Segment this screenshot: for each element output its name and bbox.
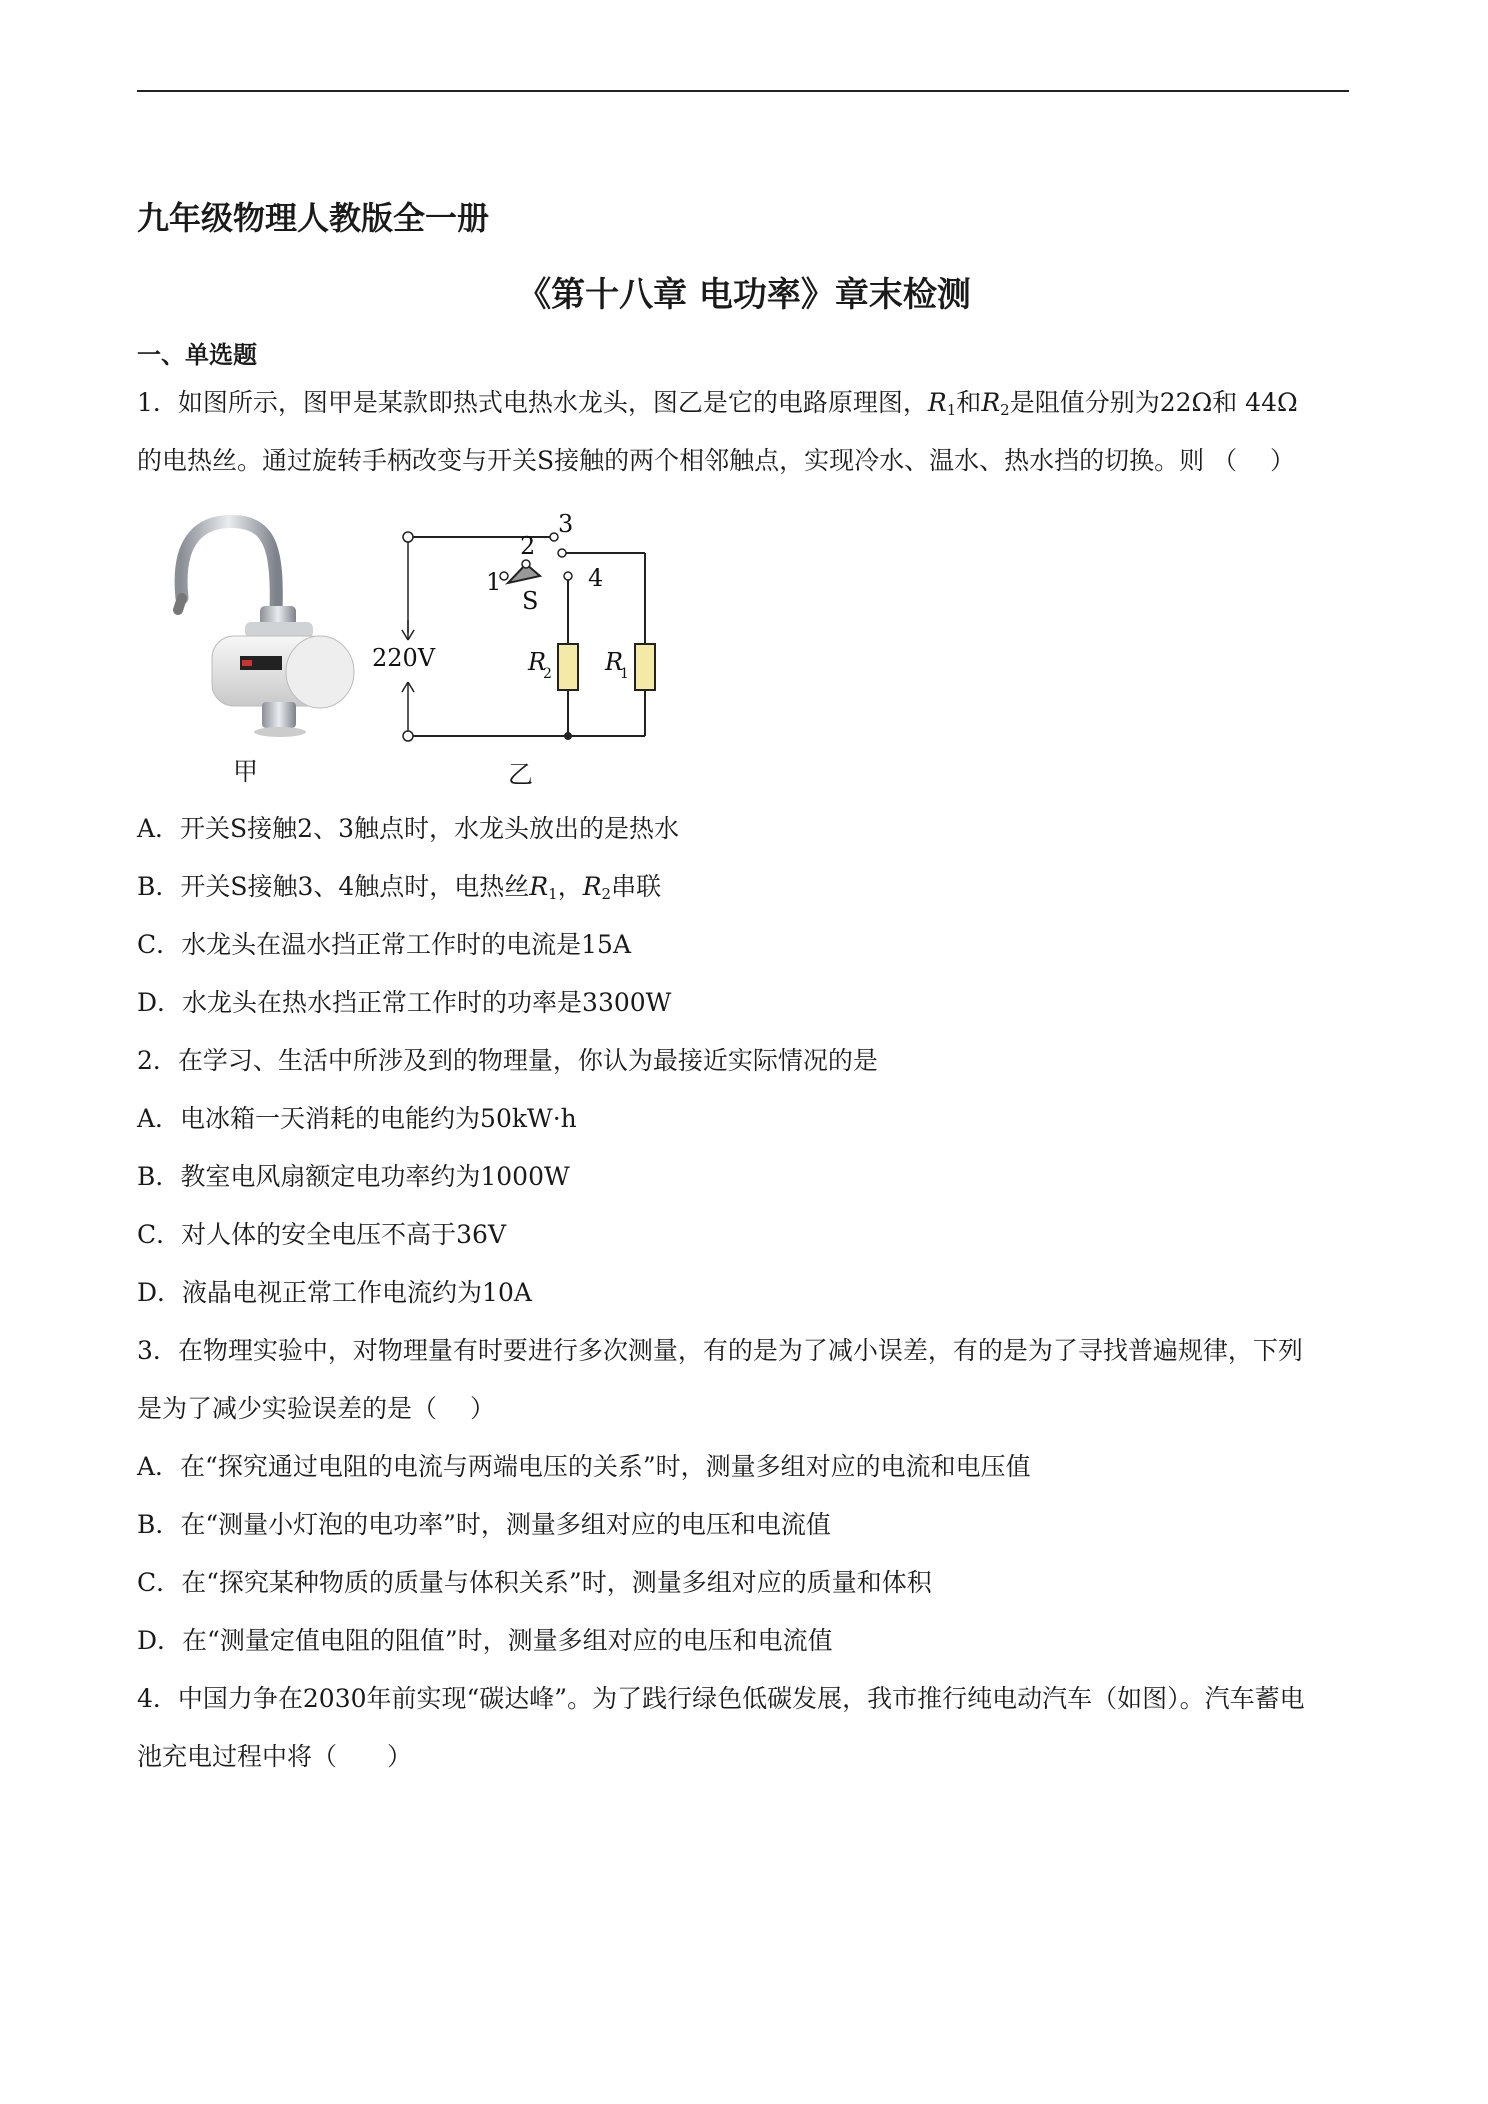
q2-option-d: D．液晶电视正常工作电流约为10A (137, 1278, 532, 1307)
caption-jia: 甲 (233, 757, 259, 786)
q2-option-b: B．教室电风扇额定电功率约为1000W (137, 1162, 570, 1191)
book-title: 九年级物理人教版全一册 (137, 199, 490, 237)
q3-stem-line1: 3．在物理实验中，对物理量有时要进行多次测量，有的是为了减小误差，有的是为了寻找普遍规律，下列 (137, 1336, 1303, 1365)
q2-option-a: A．电冰箱一天消耗的电能约为50kW·h (137, 1104, 577, 1133)
q2-stem: 2．在学习、生活中所涉及到的物理量，你认为最接近实际情况的是 (137, 1046, 878, 1075)
q2-option-c: C．对人体的安全电压不高于36V (137, 1220, 506, 1249)
q4-stem-line2: 池充电过程中将（ ） (137, 1742, 413, 1771)
voltage-label: 220V (372, 644, 436, 672)
q1-option-b: B．开关S接触3、4触点时，电热丝$R_1$，$R_2$串联 (137, 872, 662, 903)
q3-stem-line2: 是为了减少实验误差的是（ ） (137, 1394, 495, 1423)
q1-option-d: D．水龙头在热水挡正常工作时的功率是3300W (137, 988, 672, 1017)
section-heading: 一、单选题 (137, 341, 257, 369)
r2-sub: 2 (543, 666, 552, 682)
r1-sub: 1 (620, 666, 629, 682)
switch-label: S (522, 587, 539, 615)
q3-option-c: C．在“探究某种物质的质量与体积关系”时，测量多组对应的质量和体积 (137, 1568, 932, 1597)
q3-option-a: A．在“探究通过电阻的电流与两端电压的关系”时，测量多组对应的电流和电压值 (137, 1452, 1031, 1481)
contact-1: 1 (486, 568, 502, 596)
contact-4: 4 (588, 564, 604, 592)
q1-stem-line1: 1．如图所示，图甲是某款即热式电热水龙头，图乙是它的电路原理图，$R_1$和$R_2$是阻值分别为22Ω和 44Ω (137, 388, 1298, 419)
contact-3: 3 (558, 510, 574, 538)
r1-label: R (605, 648, 624, 676)
chapter-title: 《第十八章 电功率》章末检测 (517, 275, 971, 315)
q3-option-b: B．在“测量小灯泡的电功率”时，测量多组对应的电压和电流值 (137, 1510, 831, 1539)
header-rule (137, 90, 1349, 92)
q1-figure (150, 510, 710, 795)
q1-option-c: C．水龙头在温水挡正常工作时的电流是15A (137, 930, 631, 959)
q1-option-a: A．开关S接触2、3触点时，水龙头放出的是热水 (137, 814, 679, 843)
q4-stem-line1: 4．中国力争在2030年前实现“碳达峰”。为了践行绿色低碳发展，我市推行纯电动汽车（如图）。汽车蓄电 (137, 1684, 1305, 1713)
contact-2: 2 (520, 532, 536, 560)
caption-yi: 乙 (508, 760, 534, 789)
q3-option-d: D．在“测量定值电阻的阻值”时，测量多组对应的电压和电流值 (137, 1626, 833, 1655)
q1-stem-line2: 的电热丝。通过旋转手柄改变与开关S接触的两个相邻触点，实现冷水、温水、热水挡的切换。则 （ ） (137, 446, 1296, 475)
r2-label: R (528, 648, 547, 676)
